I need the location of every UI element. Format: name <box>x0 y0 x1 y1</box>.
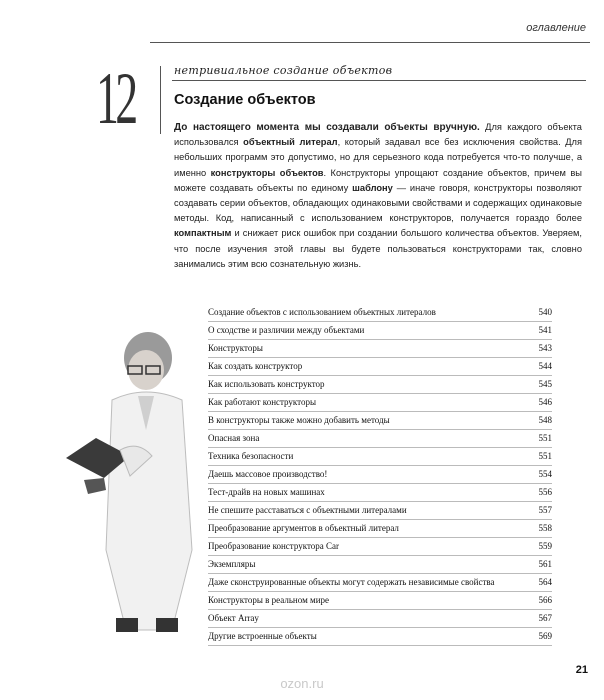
chapter-divider <box>172 80 586 81</box>
chapter-title: Создание объектов <box>174 92 316 108</box>
toc-row[interactable] <box>208 340 552 358</box>
intro-text: Для каждого объекта использовался <box>174 122 582 148</box>
intro-text: , который задавал все без исключения свойства. Для небольших программ это допустимо, но для серьезного кода потребуется что-то получше, а именно <box>174 137 582 178</box>
toc-row[interactable] <box>208 358 552 376</box>
chapter-number: 12 <box>96 58 135 140</box>
toc-title: Техника безопасности <box>208 451 294 461</box>
toc-page: 554 <box>538 469 552 479</box>
intro-text: — иначе говоря, конструкторы позволяют создавать серии объектов, обладающих одинаковыми свойствами и содержащих одинаковые методы. Код, написанный с использованием конструкторов, получается гораздо более <box>174 182 582 224</box>
toc-title: Преобразование аргументов в объектный литерал <box>208 523 399 533</box>
toc-row[interactable] <box>208 304 552 322</box>
intro-term: объектный литерал <box>243 137 338 148</box>
header-divider <box>150 42 590 43</box>
toc-page: 548 <box>538 415 552 425</box>
toc-row[interactable] <box>208 448 552 466</box>
toc-row[interactable] <box>208 394 552 412</box>
toc-row[interactable] <box>208 610 552 628</box>
toc-link[interactable]: оглавление <box>526 22 586 34</box>
toc-title: Другие встроенные объекты <box>208 631 317 641</box>
toc-page: 564 <box>538 577 552 587</box>
toc-page: 557 <box>538 505 552 515</box>
intro-term: шаблону <box>352 182 393 193</box>
toc-title: Опасная зона <box>208 433 260 443</box>
intro-text: и снижает риск ошибок при создании большого количества объектов. Уверяем, что после изучения этой главы вы будете пользоваться конструкторами так, словно занимались этим всю сознательную жизнь. <box>174 228 582 269</box>
intro-term: конструкторы объектов <box>210 167 324 178</box>
toc-title: Экземпляры <box>208 559 256 569</box>
toc-page: 551 <box>538 451 552 461</box>
toc-row[interactable] <box>208 538 552 556</box>
chapter-divider-vertical <box>160 66 161 134</box>
toc-title: Создание объектов с использованием объектных литералов <box>208 307 436 317</box>
toc-title: Как использовать конструктор <box>208 379 325 389</box>
toc-row[interactable] <box>208 556 552 574</box>
toc-title: Даже сконструированные объекты могут содержать независимые свойства <box>208 577 495 587</box>
toc-row[interactable] <box>208 376 552 394</box>
toc-row[interactable] <box>208 520 552 538</box>
toc-row[interactable] <box>208 430 552 448</box>
person-with-laptop-illustration <box>60 300 210 640</box>
toc-page: 556 <box>538 487 552 497</box>
toc-page: 540 <box>538 307 552 317</box>
intro-lead: До настоящего момента мы создавали объекты вручную. <box>174 122 480 133</box>
watermark: ozon.ru <box>280 676 324 691</box>
toc-page: 546 <box>538 397 552 407</box>
toc-page: 569 <box>538 631 552 641</box>
toc-row[interactable] <box>208 322 552 340</box>
toc-title: О сходстве и различии между объектами <box>208 325 365 335</box>
toc-page: 545 <box>538 379 552 389</box>
toc-page: 541 <box>538 325 552 335</box>
chapter-subtitle: нетривиальное создание объектов <box>174 64 393 77</box>
toc-title: Не спешите расставаться с объектными литералами <box>208 505 407 515</box>
toc-title: Как работают конструкторы <box>208 397 317 407</box>
toc-page: 567 <box>538 613 552 623</box>
toc-row[interactable] <box>208 484 552 502</box>
toc-title: В конструкторы также можно добавить методы <box>208 415 390 425</box>
toc-page: 558 <box>538 523 552 533</box>
toc-page: 559 <box>538 541 552 551</box>
toc-row[interactable] <box>208 502 552 520</box>
toc-page: 543 <box>538 343 552 353</box>
toc-row[interactable] <box>208 628 552 646</box>
page-number: 21 <box>575 664 588 676</box>
toc-page: 544 <box>538 361 552 371</box>
toc-row[interactable] <box>208 574 552 592</box>
toc-row[interactable] <box>208 412 552 430</box>
table-of-contents <box>208 304 552 646</box>
toc-page: 566 <box>538 595 552 605</box>
toc-title: Объект Array <box>208 613 259 623</box>
toc-page: 551 <box>538 433 552 443</box>
toc-row[interactable] <box>208 592 552 610</box>
intro-paragraph <box>174 120 582 272</box>
toc-title: Как создать конструктор <box>208 361 303 371</box>
toc-title: Конструкторы в реальном мире <box>208 595 330 605</box>
toc-title: Тест-драйв на новых машинах <box>208 487 325 497</box>
toc-title: Преобразование конструктора Car <box>208 541 340 551</box>
toc-row[interactable] <box>208 466 552 484</box>
toc-title: Конструкторы <box>208 343 263 353</box>
toc-title: Даешь массовое производство! <box>208 469 328 479</box>
toc-page: 561 <box>538 559 552 569</box>
intro-text: . Конструкторы упрощают создание объектов, причем вы можете создавать объекты по единому <box>174 167 582 193</box>
intro-term: компактным <box>174 228 232 239</box>
